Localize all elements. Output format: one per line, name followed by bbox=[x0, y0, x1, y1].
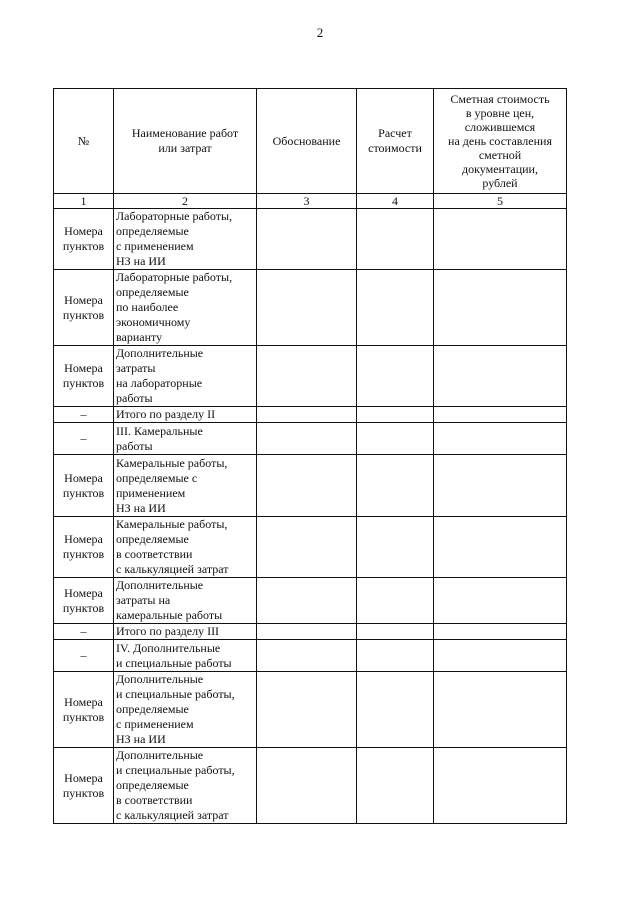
calculation-cell bbox=[357, 455, 434, 517]
table-row bbox=[54, 517, 567, 578]
basis-cell bbox=[257, 578, 357, 624]
column-number: 3 bbox=[257, 194, 357, 209]
calculation-cell bbox=[357, 423, 434, 455]
table-row bbox=[54, 455, 567, 517]
work-name-cell: Лабораторные работы, определяемые по наиболее экономичному варианту bbox=[114, 270, 257, 346]
basis-cell bbox=[257, 270, 357, 346]
column-numbers-row bbox=[54, 194, 567, 209]
cost-cell bbox=[434, 455, 567, 517]
column-number: 4 bbox=[357, 194, 434, 209]
cost-cell bbox=[434, 672, 567, 748]
cost-cell bbox=[434, 748, 567, 824]
calculation-cell bbox=[357, 517, 434, 578]
work-name-cell: IV. Дополнительные и специальные работы bbox=[114, 640, 257, 672]
page-number: 2 bbox=[316, 25, 324, 40]
basis-cell bbox=[257, 346, 357, 407]
work-name-cell: Камеральные работы, определяемые с применением НЗ на ИИ bbox=[114, 455, 257, 517]
calculation-cell bbox=[357, 624, 434, 640]
work-name-cell: Лабораторные работы, определяемые с применением НЗ на ИИ bbox=[114, 209, 257, 270]
cost-cell bbox=[434, 407, 567, 423]
basis-cell bbox=[257, 672, 357, 748]
item-numbers-cell: Номера пунктов bbox=[54, 517, 114, 578]
item-numbers-cell: – bbox=[54, 624, 114, 640]
item-numbers-cell: Номера пунктов bbox=[54, 672, 114, 748]
basis-cell bbox=[257, 748, 357, 824]
cost-cell bbox=[434, 423, 567, 455]
cost-cell bbox=[434, 640, 567, 672]
calculation-cell bbox=[357, 672, 434, 748]
table-row bbox=[54, 672, 567, 748]
cost-cell bbox=[434, 624, 567, 640]
work-name-cell: Итого по разделу III bbox=[114, 624, 257, 640]
calculation-cell bbox=[357, 748, 434, 824]
column-number: 5 bbox=[434, 194, 567, 209]
item-numbers-cell: Номера пунктов bbox=[54, 270, 114, 346]
header-basis: Обоснование bbox=[257, 89, 357, 194]
item-numbers-cell: Номера пунктов bbox=[54, 578, 114, 624]
table-row bbox=[54, 423, 567, 455]
basis-cell bbox=[257, 209, 357, 270]
calculation-cell bbox=[357, 640, 434, 672]
calculation-cell bbox=[357, 270, 434, 346]
header-estimated-cost: Сметная стоимость в уровне цен, сложившемся на день составления сметной документации, рублей bbox=[434, 89, 567, 194]
table-row bbox=[54, 640, 567, 672]
item-numbers-cell: – bbox=[54, 423, 114, 455]
basis-cell bbox=[257, 624, 357, 640]
cost-cell bbox=[434, 270, 567, 346]
basis-cell bbox=[257, 640, 357, 672]
basis-cell bbox=[257, 517, 357, 578]
basis-cell bbox=[257, 423, 357, 455]
item-numbers-cell: – bbox=[54, 640, 114, 672]
cost-cell bbox=[434, 517, 567, 578]
table-row bbox=[54, 578, 567, 624]
header-work-name: Наименование работ или затрат bbox=[114, 89, 257, 194]
work-name-cell: III. Камеральные работы bbox=[114, 423, 257, 455]
item-numbers-cell: – bbox=[54, 407, 114, 423]
table-header-row bbox=[54, 89, 567, 194]
cost-cell bbox=[434, 346, 567, 407]
work-name-cell: Дополнительные затраты на лабораторные работы bbox=[114, 346, 257, 407]
calculation-cell bbox=[357, 407, 434, 423]
item-numbers-cell: Номера пунктов bbox=[54, 346, 114, 407]
table-row bbox=[54, 270, 567, 346]
calculation-cell bbox=[357, 346, 434, 407]
work-name-cell: Камеральные работы, определяемые в соответствии с калькуляцией затрат bbox=[114, 517, 257, 578]
work-name-cell: Дополнительные и специальные работы, определяемые с применением НЗ на ИИ bbox=[114, 672, 257, 748]
estimate-table bbox=[53, 88, 567, 824]
table-row bbox=[54, 748, 567, 824]
column-number: 1 bbox=[54, 194, 114, 209]
item-numbers-cell: Номера пунктов bbox=[54, 209, 114, 270]
table-row bbox=[54, 407, 567, 423]
work-name-cell: Итого по разделу II bbox=[114, 407, 257, 423]
item-numbers-cell: Номера пунктов bbox=[54, 455, 114, 517]
table-row bbox=[54, 346, 567, 407]
item-numbers-cell: Номера пунктов bbox=[54, 748, 114, 824]
work-name-cell: Дополнительные и специальные работы, определяемые в соответствии с калькуляцией затрат bbox=[114, 748, 257, 824]
table-row bbox=[54, 209, 567, 270]
work-name-cell: Дополнительные затраты на камеральные работы bbox=[114, 578, 257, 624]
table-row bbox=[54, 624, 567, 640]
cost-cell bbox=[434, 209, 567, 270]
header-number: № bbox=[54, 89, 114, 194]
basis-cell bbox=[257, 455, 357, 517]
calculation-cell bbox=[357, 209, 434, 270]
cost-cell bbox=[434, 578, 567, 624]
column-number: 2 bbox=[114, 194, 257, 209]
calculation-cell bbox=[357, 578, 434, 624]
basis-cell bbox=[257, 407, 357, 423]
header-cost-calculation: Расчет стоимости bbox=[357, 89, 434, 194]
